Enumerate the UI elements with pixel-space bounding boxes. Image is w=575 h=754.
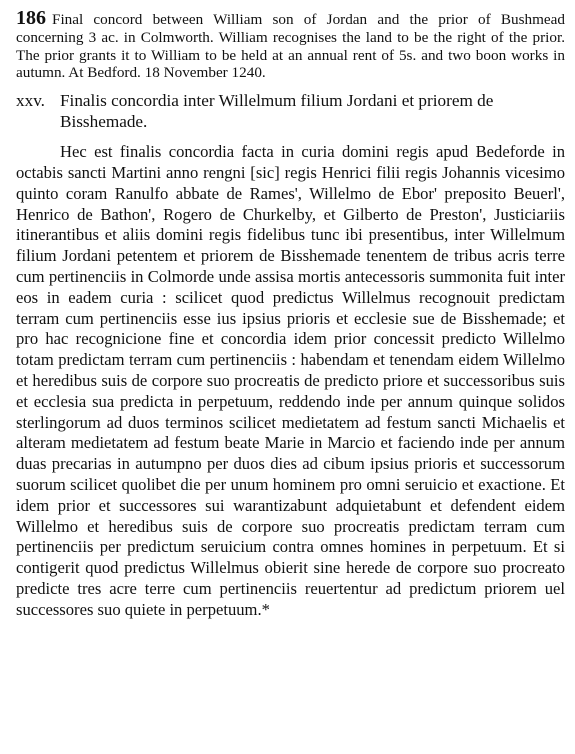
charter-heading (16, 90, 565, 132)
entry-summary: Final concord between William son of Jordan and the prior of Bushmead concerning 3 ac. in Colmworth. William recognises the land to be the right of the prior. The prior grants it to William to be held at an annual rent of 5s. and two boon works in autumn. At Bedford. 18 November 1240. (16, 11, 565, 82)
charter-body-paragraph (16, 142, 565, 620)
document-page (16, 7, 565, 621)
charter-body: Hec est finalis concordia facta in curia domini regis apud Bedeforde in octabis sancti Martini anno rengni [sic] regis Henrici filii regis Johannis vicesimo quinto coram Ranulfo abbate de Rames', Willelmo de Ebor' preposito Beuerl', Henrico de Bathon', Rogero de Churkelby, et Gilberto de Preston', Justiciariis itinerantibus et aliis domini regis fidelibus tunc ibi presentibus, inter Willelmum filium Jordani petentem et priorem de Bisshemade tenentem de tribus acris terre cum pertinenciis in Colmorde unde assisa mortis antecessoris summonita fuit inter eos in eadem curia : scilicet quod predictus Willelmus recognouit predictam terram cum pertinenciis esse ius ipsius prioris et ecclesie sue de Bisshemade; et pro hac recognicione fine et concordia idem prior concessit predicto Willelmo totam predictam terram cum pertinenciis : habendam et tenendam eidem Willelmo et heredibus suis de corpore suo procreatis de predicto priore et successoribus suis et ecclesia sua predicta in perpetuum, reddendo inde per annum quinque solidos sterlingorum ad duos terminos scilicet medietatem ad festum sancti Michaelis et alteram medietatem ad festum beate Marie in Marcio et faciendo inde per annum duas precarias in autumpno per duos dies ad cibum ipsius prioris et successorum suorum scilicet quolibet die per unum hominem pro omni seruicio et exactione. Et idem prior et successores sui warantizabunt adquietabunt et defendent eidem Willelmo et heredibus suis de corpore suo procreatis predictam terram cum pertinenciis per predictum seruicium contra omnes homines in perpetuum. Et si contigerit quod predictus Willelmus obierit sine herede de corpore suo procreato predicte tres acre terre cum pertinenciis reuertentur ad predictum priorem uel successores suo quiete in perpetuum.* (16, 142, 565, 619)
entry-number: 186 (16, 7, 46, 29)
entry-summary-paragraph (16, 7, 565, 82)
charter-roman-numeral: xxv. (16, 91, 45, 111)
charter-title: Finalis concordia inter Willelmum filium Jordani et priorem de Bisshemade. (60, 91, 494, 132)
